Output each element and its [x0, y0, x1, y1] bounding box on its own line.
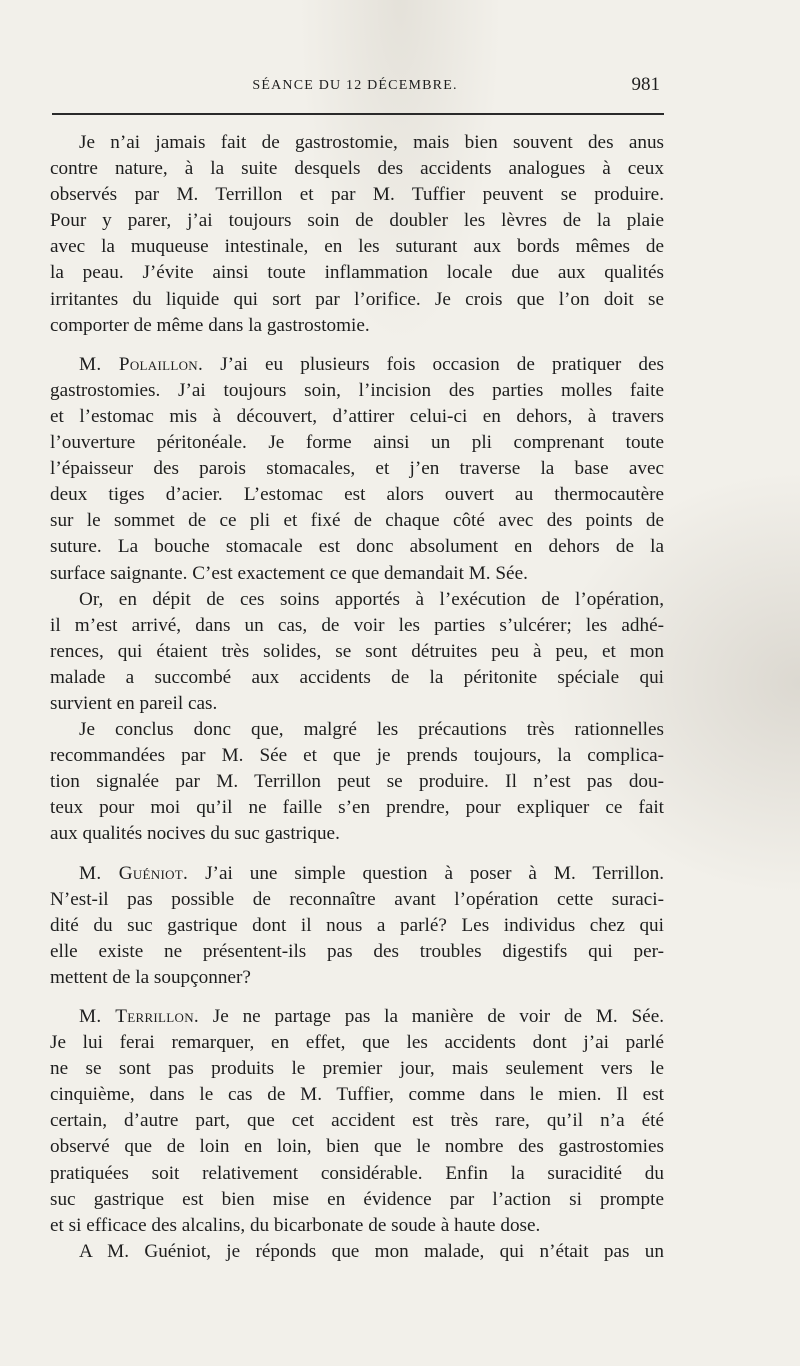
paragraph — [50, 1004, 664, 1239]
text-line: Or, en dépit de ces soins apportés à l’exécution de l’opération, — [79, 588, 664, 610]
text-line: Pour y parer, j’ai toujours soin de doubler les lèvres de la plaie — [50, 210, 664, 232]
text-line: ne se sont pas produits le premier jour, mais seulement vers le — [50, 1058, 664, 1080]
text-line: avec la muqueuse intestinale, en les suturant aux bords mêmes de — [50, 236, 664, 258]
text-line: teux pour moi qu’il ne faille s’en prendre, pour expliquer ce fait — [50, 797, 664, 819]
text-line: l’ouverture péritonéale. Je forme ainsi un pli comprenant toute — [50, 432, 664, 454]
text-line: dité du suc gastrique dont il nous a parlé? Les individus chez qui — [50, 914, 664, 936]
text-line: contre nature, à la suite desquels des accidents analogues à ceux — [50, 158, 664, 180]
speaker-name: M. Polaillon. — [79, 353, 204, 375]
text-line — [50, 352, 664, 378]
text-line: recommandées par M. Sée et que je prends toujours, la complica- — [50, 745, 664, 767]
text-line: l’épaisseur des parois stomacales, et j’en traverse la base avec — [50, 458, 664, 480]
text-line: sur le sommet de ce pli et fixé de chaque côté avec des points de — [50, 510, 664, 532]
paragraph — [50, 587, 664, 717]
paragraph — [50, 1239, 664, 1265]
paragraph-gap — [50, 991, 664, 1004]
text-line: suture. La bouche stomacale est donc absolument en dehors de la — [50, 536, 664, 558]
body-text — [50, 130, 664, 1265]
paragraph-gap — [50, 848, 664, 861]
text-line: suc gastrique est bien mise en évidence par l’action si prompte — [50, 1188, 664, 1210]
text-line: deux tiges d’acier. L’estomac est alors ouvert au thermocautère — [50, 484, 664, 506]
text-line: mettent de la soupçonner? — [50, 966, 251, 988]
text-line: gastrostomies. J’ai toujours soin, l’incision des parties molles faite — [50, 379, 664, 401]
text-line: observés par M. Terrillon et par M. Tuffier peuvent se produire. — [50, 184, 664, 206]
text-line: rences, qui étaient très solides, se sont détruites peu à peu, et mon — [50, 640, 664, 662]
text-line: et si efficace des alcalins, du bicarbonate de soude à haute dose. — [50, 1214, 541, 1236]
text-line: malade a succombé aux accidents de la péritonite spéciale qui — [50, 666, 664, 688]
text-line: survient en pareil cas. — [50, 692, 218, 714]
text-line: Je n’ai jamais fait de gastrostomie, mais bien souvent des anus — [79, 132, 664, 153]
text-line: aux qualités nocives du suc gastrique. — [50, 823, 340, 845]
text-line: observé que de loin en loin, bien que le nombre des gastrostomies — [50, 1136, 664, 1158]
text-line: comporter de même dans la gastrostomie. — [50, 314, 370, 336]
paragraph — [50, 130, 664, 339]
text-line — [50, 1004, 664, 1030]
line-text: J’ai eu plusieurs fois occasion de pratiquer des — [220, 353, 664, 375]
text-line: surface saignante. C’est exactement ce que demandait M. Sée. — [50, 562, 528, 584]
text-line: il m’est arrivé, dans un cas, de voir les parties s’ulcérer; les adhé- — [50, 614, 664, 636]
text-line: la peau. J’évite ainsi toute inflammation locale due aux qualités — [50, 262, 664, 284]
line-text: J’ai une simple question à poser à M. Terrillon. — [205, 862, 665, 884]
text-line: elle existe ne présentent-ils pas des troubles digestifs qui per- — [50, 940, 664, 962]
page-number: 981 — [631, 74, 660, 95]
paragraph — [50, 861, 664, 991]
text-line — [50, 861, 664, 887]
text-line: cinquième, dans le cas de M. Tuffier, comme dans le mien. Il est — [50, 1084, 664, 1106]
paragraph — [50, 717, 664, 847]
page-header — [50, 74, 660, 100]
paragraph — [50, 352, 664, 587]
text-line: et l’estomac mis à découvert, d’attirer celui-ci en dehors, à travers — [50, 405, 664, 427]
line-text: Je ne partage pas la manière de voir de M. Sée. — [212, 1006, 665, 1027]
paragraph-gap — [50, 339, 664, 352]
text-line: tion signalée par M. Terrillon peut se produire. Il n’est pas dou- — [50, 771, 664, 793]
speaker-name: M. Terrillon. — [79, 1006, 199, 1027]
text-line: irritantes du liquide qui sort par l’orifice. Je crois que l’on doit se — [50, 288, 664, 310]
speaker-name: M. Guéniot. — [79, 862, 189, 884]
running-head: SÉANCE DU 12 DÉCEMBRE. — [252, 78, 458, 93]
text-line: certain, d’autre part, que cet accident est très rare, qu’il n’a été — [50, 1110, 664, 1132]
text-line: Je conclus donc que, malgré les précautions très rationnelles — [79, 719, 664, 741]
text-line: A M. Guéniot, je réponds que mon malade, qui n’était pas un — [79, 1240, 664, 1262]
text-line: N’est-il pas possible de reconnaître avant l’opération cette suraci- — [50, 888, 664, 910]
text-line: Je lui ferai remarquer, en effet, que les accidents dont j’ai parlé — [50, 1032, 664, 1054]
header-rule — [52, 113, 664, 115]
text-line: pratiquées soit relativement considérable. Enfin la suracidité du — [50, 1162, 664, 1184]
